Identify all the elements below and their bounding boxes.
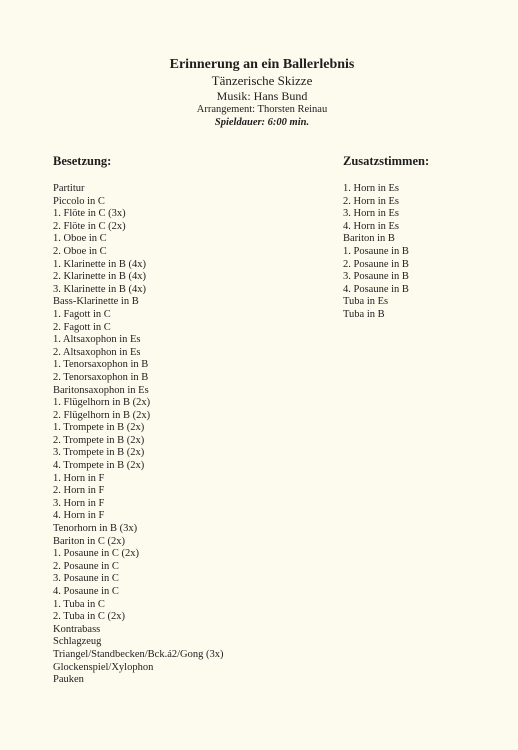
list-item: 2. Oboe in C <box>53 245 107 257</box>
list-item: 1. Trompete in B (2x) <box>53 422 145 434</box>
list-item: 4. Horn in Es <box>343 220 399 232</box>
list-item: 2. Horn in Es <box>343 195 399 207</box>
list-item: 2. Posaune in B <box>343 258 409 270</box>
list-item: Tuba in B <box>343 308 385 320</box>
besetzung-section <box>53 153 224 687</box>
duration-label: Spieldauer: 6:00 min. <box>214 117 310 128</box>
list-item: 2. Klarinette in B (4x) <box>53 271 147 283</box>
list-item: 2. Posaune in C <box>53 560 119 572</box>
list-item: 2. Fagott in C <box>53 321 111 333</box>
list-item: Bariton in C (2x) <box>53 535 126 547</box>
list-item: 1. Posaune in B <box>343 245 409 257</box>
list-item: 1. Horn in F <box>53 472 105 484</box>
piece-subtitle: Tänzerische Skizze <box>211 73 313 88</box>
besetzung-list <box>53 183 224 687</box>
list-item: 3. Horn in Es <box>343 208 399 220</box>
composer-credit: Musik: Hans Bund <box>216 89 308 103</box>
list-item: 2. Horn in F <box>53 485 105 497</box>
list-item: 2. Tenorsaxophon in B <box>53 371 149 383</box>
zusatzstimmen-section <box>343 153 429 322</box>
list-item: Pauken <box>53 674 84 686</box>
list-item: 1. Horn in Es <box>343 183 399 194</box>
page-header <box>0 56 518 129</box>
list-item: Schlagzeug <box>53 636 102 648</box>
list-item: 3. Klarinette in B (4x) <box>53 283 147 295</box>
list-item: 3. Trompete in B (2x) <box>53 447 145 459</box>
list-item: 1. Altsaxophon in Es <box>53 334 141 346</box>
arranger-credit: Arrangement: Thorsten Reinau <box>196 104 328 115</box>
list-item: 1. Flügelhorn in B (2x) <box>53 397 151 409</box>
list-item: 1. Oboe in C <box>53 233 107 245</box>
list-item: 2. Flügelhorn in B (2x) <box>53 409 151 421</box>
list-item: Bariton in B <box>343 233 395 245</box>
list-item: 1. Klarinette in B (4x) <box>53 258 147 270</box>
piece-title: Erinnerung an ein Ballerlebnis <box>169 57 355 72</box>
list-item: 1. Fagott in C <box>53 308 111 320</box>
list-item: Baritonsaxophon in Es <box>53 384 149 396</box>
list-item: 3. Posaune in B <box>343 271 409 283</box>
list-item: 3. Horn in F <box>53 497 105 509</box>
list-item: 1. Tuba in C <box>53 598 105 610</box>
zusatzstimmen-list <box>343 183 429 322</box>
list-item: 2. Trompete in B (2x) <box>53 434 145 446</box>
list-item: 2. Flöte in C (2x) <box>53 220 126 232</box>
list-item: 4. Posaune in B <box>343 283 409 295</box>
list-item: 1. Tenorsaxophon in B <box>53 359 149 371</box>
list-item: 4. Horn in F <box>53 510 105 522</box>
besetzung-heading: Besetzung: <box>53 154 112 168</box>
list-item: 2. Altsaxophon in Es <box>53 346 141 358</box>
list-item: 2. Tuba in C (2x) <box>53 611 126 623</box>
list-item: Piccolo in C <box>53 195 105 207</box>
list-item: 4. Trompete in B (2x) <box>53 460 145 472</box>
list-item: Kontrabass <box>53 623 101 635</box>
list-item: 1. Posaune in C (2x) <box>53 548 140 560</box>
list-item: Tuba in Es <box>343 296 389 308</box>
list-item: 4. Posaune in C <box>53 586 119 597</box>
list-item: 3. Posaune in C <box>53 573 119 585</box>
list-item: Tenorhorn in B (3x) <box>53 523 138 535</box>
list-item: 1. Flöte in C (3x) <box>53 208 126 220</box>
zusatzstimmen-heading: Zusatzstimmen: <box>343 154 430 168</box>
list-item: Partitur <box>53 183 85 194</box>
list-item: Bass-Klarinette in B <box>53 296 139 308</box>
list-item: Glockenspiel/Xylophon <box>53 661 154 673</box>
list-item: Triangel/Standbecken/Bck.á2/Gong (3x) <box>53 648 224 660</box>
